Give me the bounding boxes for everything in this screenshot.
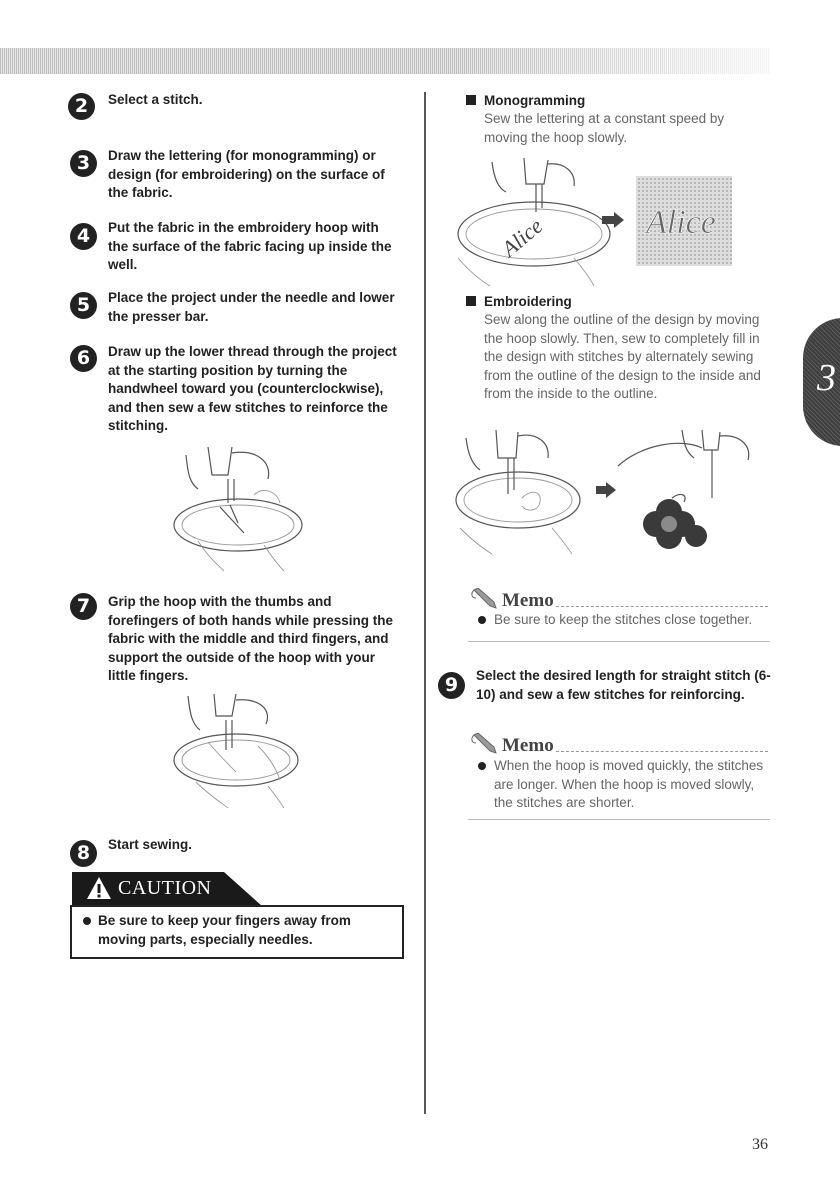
step-text: Put the fabric in the embroidery hoop with the surface of the fabric facing up inside the well. <box>108 220 392 272</box>
memo-pencil-icon <box>470 733 498 755</box>
step-number-badge: 6 <box>70 345 97 372</box>
step-6-illustration <box>168 445 318 575</box>
square-bullet-icon <box>466 95 476 105</box>
caution-text: Be sure to keep your fingers away from moving parts, especially needles. <box>98 913 351 947</box>
caution-label: CAUTION <box>118 877 212 899</box>
memo-title: Memo <box>502 735 554 756</box>
step-7-illustration <box>168 690 318 810</box>
header-band <box>0 48 770 74</box>
step-number-badge: 2 <box>68 93 95 120</box>
embroidering-heading: Embroidering <box>466 294 572 309</box>
step-text: Place the project under the needle and lower the presser bar. <box>108 290 395 324</box>
embroidering-body: Sew along the outline of the design by moving the hoop slowly. Then, sew to completely fill in the design with stitches by alternately sewing from the outline of the design to the inside and from the inside to the outline. <box>484 312 761 401</box>
alice-hoop-text: Alice <box>496 213 548 262</box>
step-text: Select a stitch. <box>108 92 203 107</box>
alice-sample-text: Alice <box>646 204 716 241</box>
monogramming-body: Sew the lettering at a constant speed by moving the hoop slowly. <box>484 111 725 145</box>
memo-title: Memo <box>502 590 554 611</box>
bullet-icon <box>478 616 486 624</box>
step-number-badge: 3 <box>70 150 97 177</box>
embroidering-illustration <box>452 428 772 558</box>
step-text: Draw up the lower thread through the project at the starting position by turning the handwheel toward you (counterclockwise), and then sew a few stitches to reinforce the stitching. <box>108 344 397 433</box>
square-bullet-icon <box>466 296 476 306</box>
step-number-badge: 4 <box>70 223 97 250</box>
memo-rule <box>556 751 768 752</box>
memo-bottom-rule <box>468 819 770 820</box>
bullet-icon <box>478 762 486 770</box>
chapter-tab-label: 3 <box>817 357 836 399</box>
step-number-badge: 9 <box>438 672 465 699</box>
step-text: Start sewing. <box>108 837 193 852</box>
warning-triangle-icon <box>86 876 112 900</box>
step-text: Select the desired length for straight stitch (6-10) and sew a few stitches for reinforcing. <box>476 668 771 702</box>
monogramming-heading: Monogramming <box>466 93 585 108</box>
bullet-icon <box>83 917 91 925</box>
step-number-badge: 8 <box>70 840 97 867</box>
step-text: Draw the lettering (for monogramming) or design (for embroidering) on the surface of the fabric. <box>108 148 385 200</box>
monogramming-illustration <box>454 158 754 293</box>
column-divider <box>424 92 426 1114</box>
memo-rule <box>556 606 768 607</box>
step-number-badge: 5 <box>70 292 97 319</box>
step-text: Grip the hoop with the thumbs and forefingers of both hands while pressing the fabric with the middle and third fingers, and support the outside of the hoop with your little fingers. <box>108 594 394 683</box>
arrow-right-icon <box>602 212 624 228</box>
step-number-badge: 7 <box>70 593 97 620</box>
arrow-right-icon <box>596 482 616 498</box>
memo-text: When the hoop is moved quickly, the stitches are longer. When the hoop is moved slowly, the stitches are shorter. <box>494 758 764 810</box>
page-number: 36 <box>752 1136 768 1153</box>
memo-pencil-icon <box>470 588 498 610</box>
memo-text: Be sure to keep the stitches close together. <box>494 612 753 627</box>
memo-bottom-rule <box>468 641 770 642</box>
